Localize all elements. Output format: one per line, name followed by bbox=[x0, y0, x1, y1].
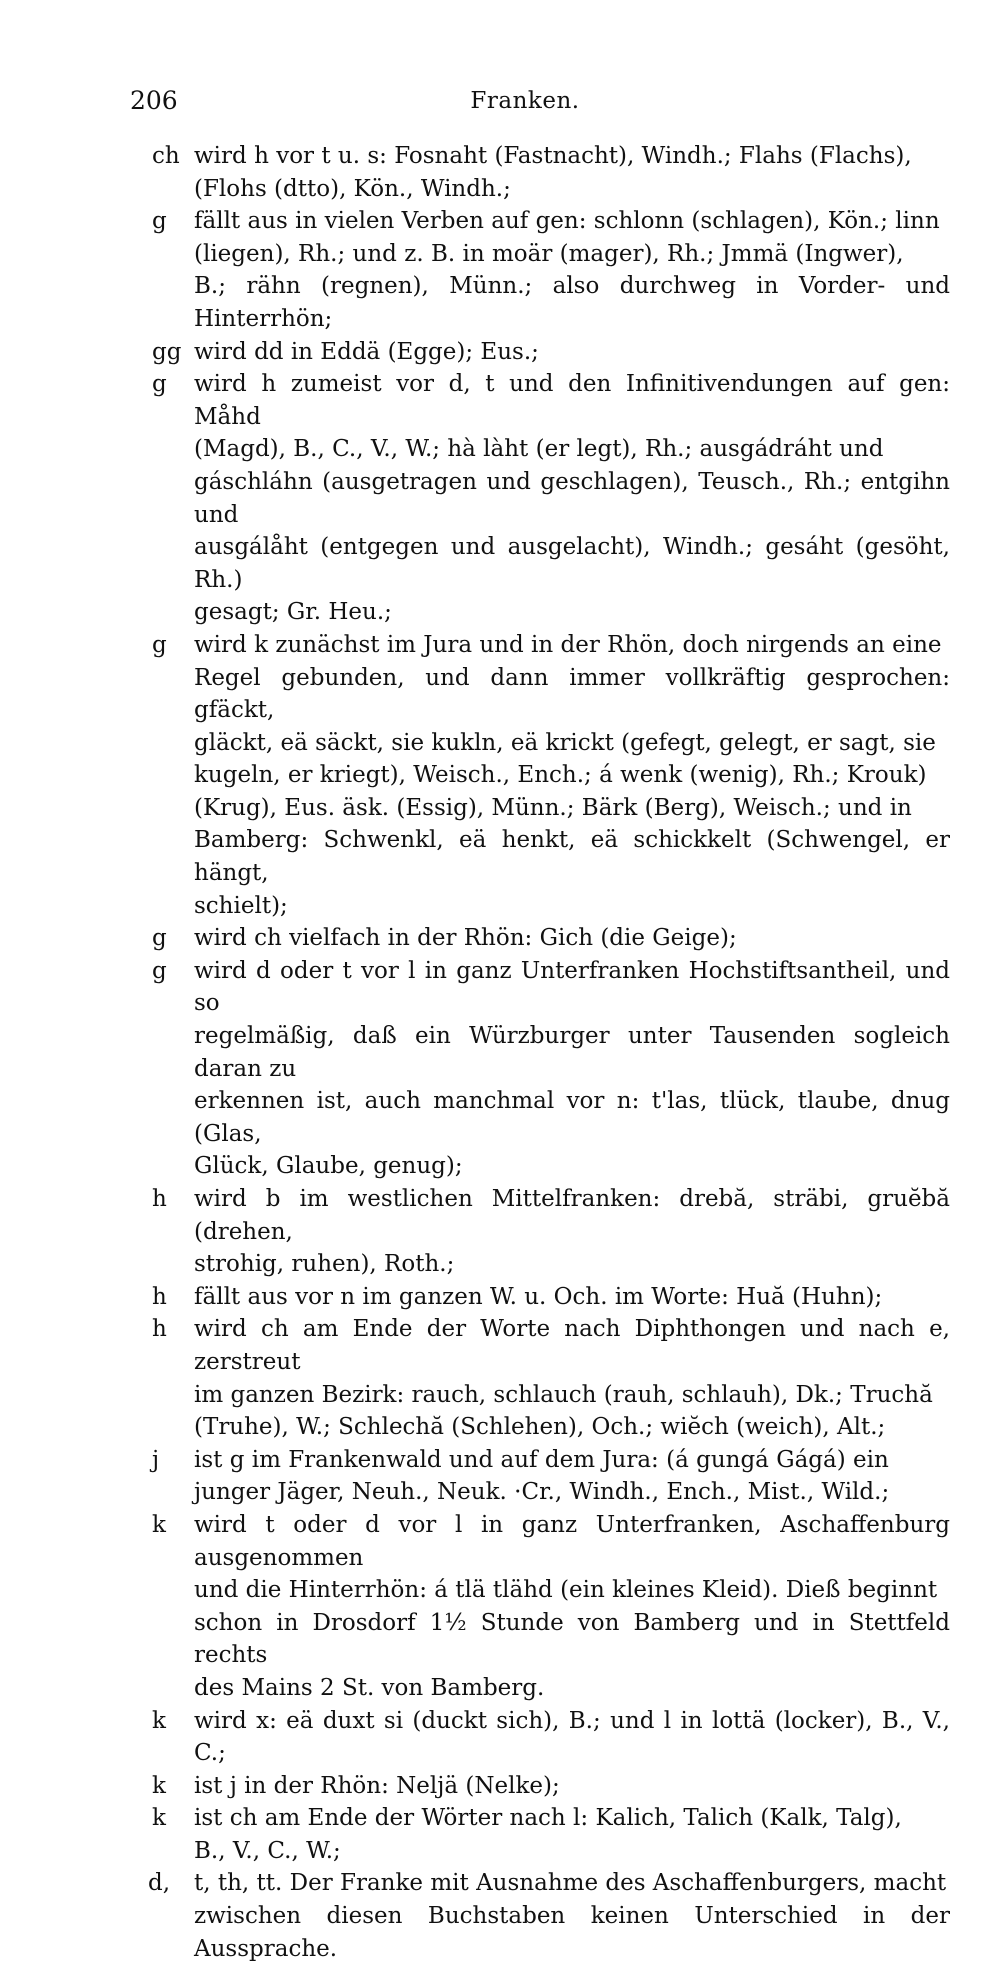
entry-d-t-th-tt bbox=[130, 1867, 950, 1965]
entry-text: wird ch am Ende der Worte nach Diphthongen und nach e, zerstreut im ganzen Bezirk: rauch, schlauch (rauh, schlauh), Dk.; Truchă (Truhe), W.; Schlechă (Schlehen), Och.; wiĕch (weich), Alt.; bbox=[194, 1316, 950, 1441]
entry-letter: gg bbox=[152, 338, 182, 365]
entry-k-becomes-x bbox=[130, 1705, 950, 1770]
entry-letter: d, bbox=[148, 1870, 171, 1897]
entry-ch bbox=[130, 140, 950, 205]
entry-letter: g bbox=[152, 371, 167, 398]
entry-gg bbox=[130, 336, 950, 369]
entry-letter: h bbox=[152, 1283, 167, 1310]
entry-text: fällt aus in vielen Verben auf gen: schlonn (schlagen), Kön.; linn (liegen), Rh.; und z. B. in moär (mager), Rh.; Jmmä (Ingwer), B.; rähn (regnen), Münn.; also durchweg in Vorder- und Hinterrhön; bbox=[194, 208, 950, 332]
entry-letter: k bbox=[152, 1772, 166, 1799]
entry-letter: k bbox=[152, 1511, 166, 1538]
entry-text: t, th, tt. Der Franke mit Ausnahme des Aschaffenburgers, macht zwischen diesen Buchstaben keinen Unterschied in der Aussprache. bbox=[194, 1870, 950, 1962]
entry-h-becomes-b bbox=[130, 1183, 950, 1281]
entry-g-becomes-d bbox=[130, 955, 950, 1183]
entry-letter: h bbox=[152, 1186, 167, 1212]
entry-text: wird h zumeist vor d, t und den Infinitivendungen auf gen: Måhd (Magd), B., C., V., W.; hà làht (er legt), Rh.; ausgádráht und gáschláhn (ausgetragen und geschlagen), Teusch., Rh.; entgihn und ausgálåht (entgegen und ausgelacht), Windh.; gesáht (gesöht, Rh.) gesagt; Gr. Heu.; bbox=[194, 371, 950, 626]
entry-text: wird t oder d vor l in ganz Unterfranken, Aschaffenburg ausgenommen und die Hinterrhön: á tlä tlähd (ein kleines Kleid). Dieß beginnt schon in Drosdorf 1½ Stunde von Bamberg und in Stettfeld rechts des Mains 2 St. von Bamberg. bbox=[194, 1511, 950, 1701]
entry-text: wird ch vielfach in der Rhön: Gich (die Geige); bbox=[194, 925, 737, 952]
entry-letter: g bbox=[152, 925, 167, 952]
entry-h-becomes-ch bbox=[130, 1313, 950, 1443]
entry-text: wird k zunächst im Jura und in der Rhön, doch nirgends an eine Regel gebunden, und dann immer vollkräftig gesprochen: gfäckt, gläckt, eä säckt, sie kukln, eä krickt (gefegt, gelegt, er sagt, sie kugeln, er kriegt), Weisch., Ench.; á wenk (wenig), Rh.; Krouk) (Krug), Eus. äsk. (Essig), Münn.; Bärk (Berg), Weisch.; und in Bamberg: Schwenkl, eä henkt, eä schickkelt (Schwengel, er hängt, schielt); bbox=[194, 631, 950, 919]
entry-g-becomes-ch bbox=[130, 922, 950, 955]
entry-text: wird h vor t u. s: Fosnaht (Fastnacht), Windh.; Flahs (Flachs), (Flohs (dtto), Kön., Windh.; bbox=[194, 143, 912, 202]
entry-text: wird dd in Eddä (Egge); Eus.; bbox=[194, 338, 539, 365]
entry-k-becomes-j bbox=[130, 1770, 950, 1803]
entry-text: ist j in der Rhön: Neljä (Nelke); bbox=[194, 1772, 560, 1799]
page-number: 206 bbox=[130, 86, 178, 115]
entry-k-becomes-ch bbox=[130, 1802, 950, 1867]
entry-text: wird b im westlichen Mittelfranken: drebă, sträbi, gruĕbă (drehen, strohig, ruhen), Roth.; bbox=[194, 1186, 950, 1278]
entry-text: wird x: eä duxt si (duckt sich), B.; und l in lottä (locker), B., V., C.; bbox=[194, 1707, 950, 1767]
entry-h-falls-out bbox=[130, 1281, 950, 1314]
entry-letter: k bbox=[152, 1805, 166, 1832]
entry-letter: h bbox=[152, 1316, 167, 1343]
entry-letter: j bbox=[152, 1446, 160, 1473]
entry-g-falls-out bbox=[130, 205, 950, 335]
entry-j bbox=[130, 1444, 950, 1509]
entry-text: ist ch am Ende der Wörter nach l: Kalich, Talich (Kalk, Talg), B., V., C., W.; bbox=[194, 1805, 902, 1864]
entry-letter: g bbox=[152, 957, 167, 984]
entry-g-becomes-h bbox=[130, 368, 950, 629]
page-header bbox=[130, 86, 920, 120]
entry-text: wird d oder t vor l in ganz Unterfranken Hochstiftsantheil, und so regelmäßig, daß ein Würzburger unter Tausenden sogleich daran zu erkennen ist, auch manchmal vor n: t'las, tlück, tlaube, dnug (Glas, Glück, Glaube, genug); bbox=[194, 957, 950, 1180]
entry-letter: ch bbox=[152, 143, 180, 169]
entry-letter: k bbox=[152, 1707, 166, 1734]
entry-g-becomes-k bbox=[130, 629, 950, 922]
entry-list bbox=[130, 140, 950, 1965]
running-title: Franken. bbox=[470, 88, 580, 114]
entry-letter: g bbox=[152, 631, 167, 658]
entry-text: ist g im Frankenwald und auf dem Jura: (á gungá Gágá) ein junger Jäger, Neuh., Neuk. ·Cr., Windh., Ench., Mist., Wild.; bbox=[194, 1446, 890, 1506]
entry-text: fällt aus vor n im ganzen W. u. Och. im Worte: Huă (Huhn); bbox=[194, 1283, 883, 1310]
entry-letter: g bbox=[152, 208, 167, 235]
entry-k-becomes-t bbox=[130, 1509, 950, 1705]
